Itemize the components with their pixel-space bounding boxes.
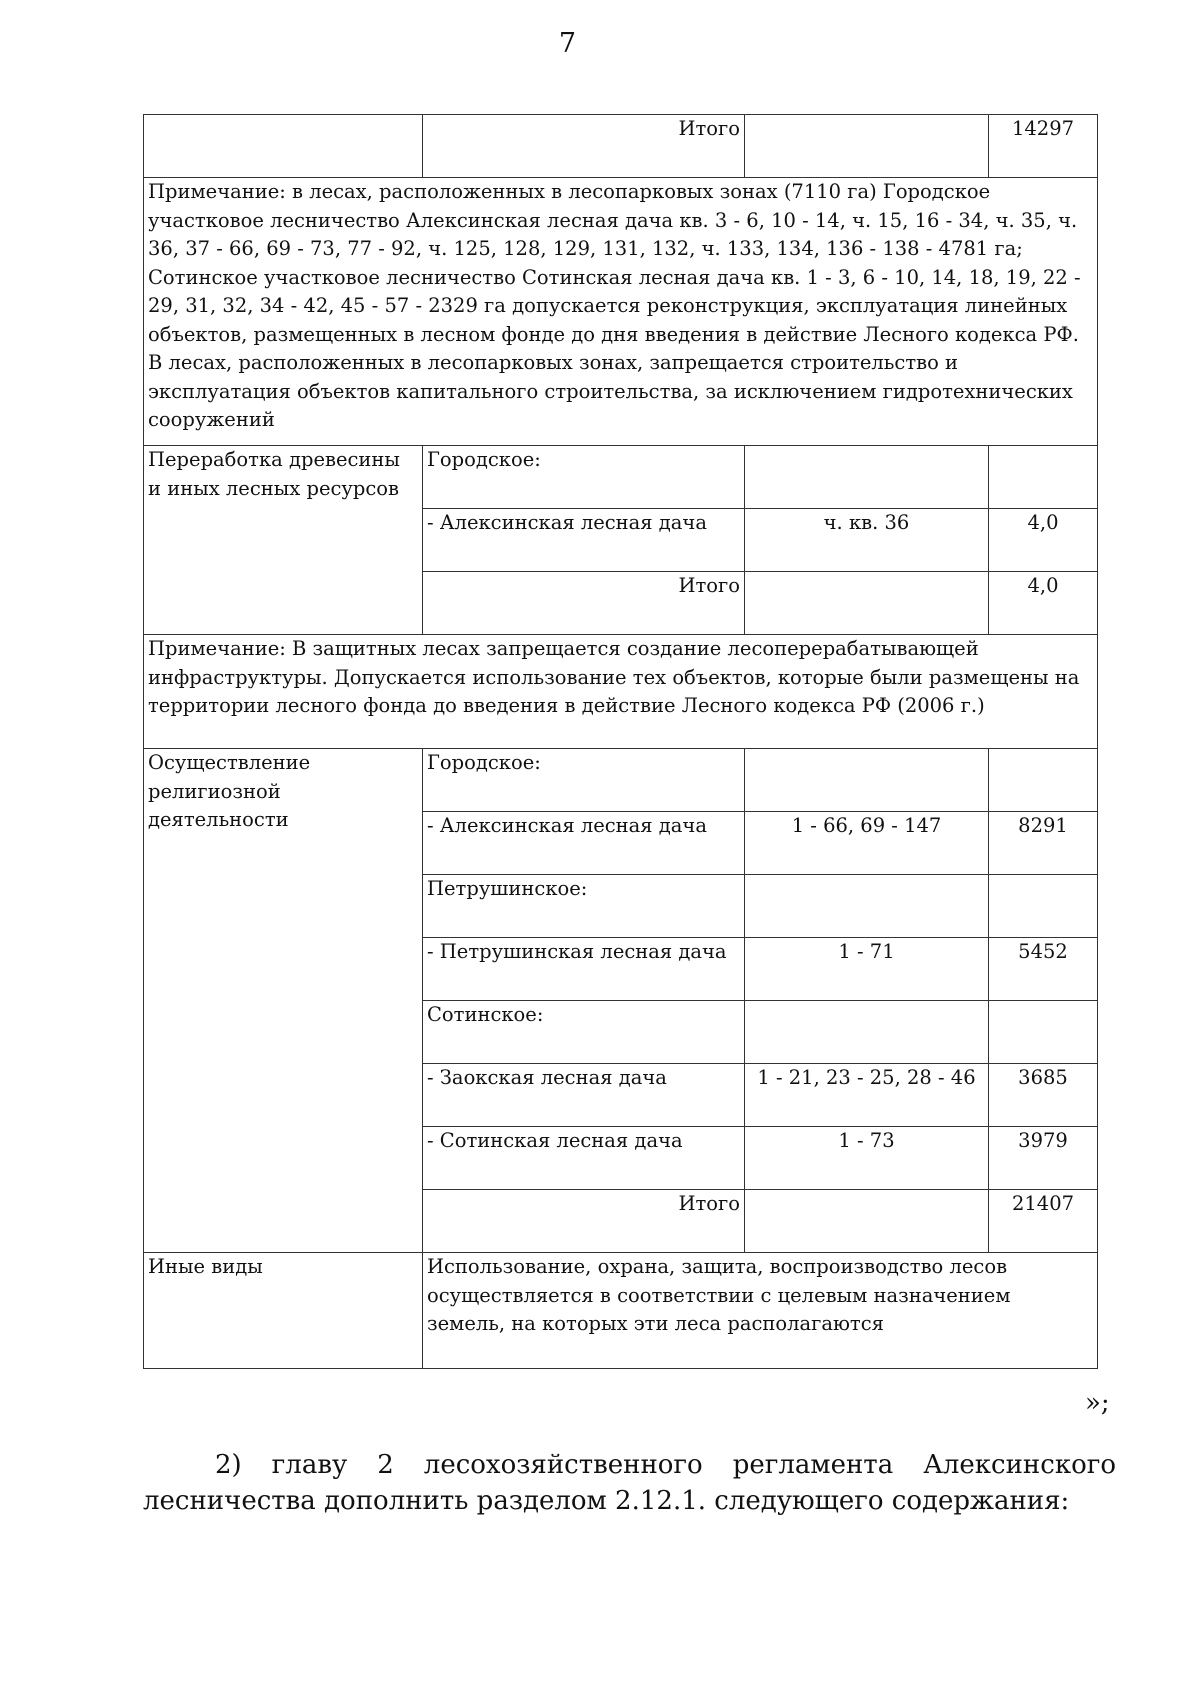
district-cell: Петрушинское: (423, 875, 745, 938)
regulation-table (143, 114, 1098, 1369)
table-row (144, 749, 1098, 812)
district-cell: Городское: (423, 749, 745, 812)
empty-cell (989, 875, 1098, 938)
quarters-cell: 1 - 66, 69 - 147 (745, 812, 989, 875)
paragraph-text: 2) главу 2 лесохозяйственного регламента Алексинского лесничества дополнить разделом 2.12.1. следующего содержания: (143, 1450, 1116, 1516)
total-label: Итого (423, 1190, 745, 1253)
quarters-cell: 1 - 21, 23 - 25, 28 - 46 (745, 1064, 989, 1127)
total-label: Итого (423, 115, 745, 178)
area-cell: 5452 (989, 938, 1098, 1001)
quarters-cell: 1 - 71 (745, 938, 989, 1001)
closing-quote: »; (1085, 1388, 1110, 1418)
note-cell: Примечание: В защитных лесах запрещается создание лесоперерабатывающей инфраструктуры. Допускается использование тех объектов, которые были размещены на территории лесного фонда до введения в действие Лесного кодекса РФ (2006 г.) (144, 635, 1098, 749)
table-row (144, 446, 1098, 509)
dacha-cell: - Петрушинская лесная дача (423, 938, 745, 1001)
empty-cell (745, 115, 989, 178)
area-cell: 3685 (989, 1064, 1098, 1127)
dacha-cell: - Алексинская лесная дача (423, 812, 745, 875)
district-cell: Сотинское: (423, 1001, 745, 1064)
quarters-cell: 1 - 73 (745, 1127, 989, 1190)
total-value: 21407 (989, 1190, 1098, 1253)
empty-cell (144, 115, 423, 178)
note-cell: Примечание: в лесах, расположенных в лесопарковых зонах (7110 га) Городское участковое лесничество Алексинская лесная дача кв. 3 - 6, 10 - 14, ч. 15, 16 - 34, ч. 35, ч. 36, 37 - 66, 69 - 73, 77 - 92, ч. 125, 128, 129, 131, 132, ч. 133, 134, 136 - 138 - 4781 га; Сотинское участковое лесничество Сотинская лесная дача кв. 1 - 3, 6 - 10, 14, 18, 19, 22 - 29, 31, 32, 34 - 42, 45 - 57 - 2329 га допускается реконструкция, эксплуатация линейных объектов, размещенных в лесном фонде до дня введения в действие Лесного кодекса РФ. В лесах, расположенных в лесопарковых зонах, запрещается строительство и эксплуатация объектов капитального строительства, за исключением гидротехнических сооружений (144, 178, 1098, 446)
table-row (144, 1253, 1098, 1369)
dacha-cell: - Алексинская лесная дача (423, 509, 745, 572)
category-cell: Переработка древесины и иных лесных ресурсов (144, 446, 423, 635)
area-cell: 4,0 (989, 509, 1098, 572)
empty-cell (745, 1190, 989, 1253)
table-row (144, 115, 1098, 178)
area-cell: 3979 (989, 1127, 1098, 1190)
empty-cell (989, 749, 1098, 812)
page-number: 7 (558, 28, 577, 59)
total-value: 14297 (989, 115, 1098, 178)
table-row (144, 635, 1098, 749)
total-value: 4,0 (989, 572, 1098, 635)
amendment-paragraph (143, 1447, 1116, 1519)
empty-cell (989, 1001, 1098, 1064)
dacha-cell: - Сотинская лесная дача (423, 1127, 745, 1190)
table-row (144, 178, 1098, 446)
district-cell: Городское: (423, 446, 745, 509)
dacha-cell: - Заокская лесная дача (423, 1064, 745, 1127)
area-cell: 8291 (989, 812, 1098, 875)
quarters-cell: ч. кв. 36 (745, 509, 989, 572)
total-label: Итого (423, 572, 745, 635)
empty-cell (745, 446, 989, 509)
empty-cell (745, 572, 989, 635)
empty-cell (989, 446, 1098, 509)
empty-cell (745, 749, 989, 812)
category-cell: Иные виды (144, 1253, 423, 1369)
empty-cell (745, 875, 989, 938)
empty-cell (745, 1001, 989, 1064)
other-text-cell: Использование, охрана, защита, воспроизводство лесов осуществляется в соответствии с целевым назначением земель, на которых эти леса располагаются (423, 1253, 1098, 1369)
category-cell: Осуществление религиозной деятельности (144, 749, 423, 1253)
